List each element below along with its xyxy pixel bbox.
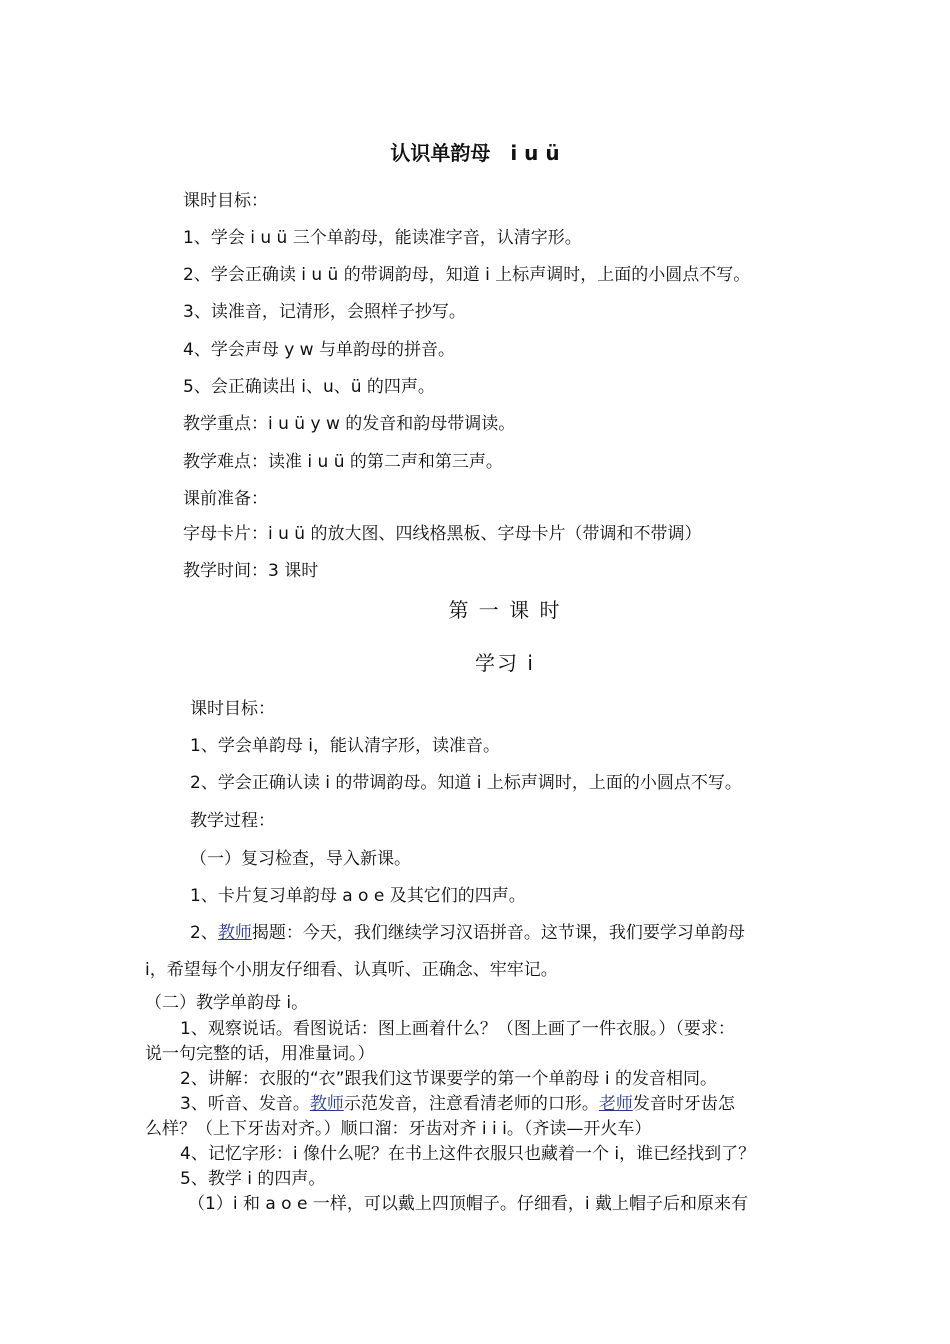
teacher-link[interactable]: 老师 bbox=[598, 1094, 633, 1114]
lesson-heading: 第 一 课 时 bbox=[448, 598, 562, 622]
lesson-objectives-label: 课时目标： bbox=[190, 699, 275, 719]
objective-item: 1、学会 i u ü 三个单韵母，能读准字音，认清字形。 bbox=[183, 228, 582, 248]
objective-item: 5、会正确读出 i、u、ü 的四声。 bbox=[183, 377, 435, 397]
paragraph-text: 示范发音，注意看清老师的口形。 bbox=[343, 1094, 599, 1114]
paragraph-text: 发音时牙齿怎 bbox=[632, 1094, 735, 1114]
paragraph: 1、观察说话。看图说话：图上画着什么？（图上画了一件衣服。）（要求： bbox=[180, 1019, 735, 1039]
paragraph bbox=[180, 1094, 735, 1114]
paragraph: （1）i 和 a o e 一样，可以戴上四顶帽子。仔细看，i 戴上帽子后和原来有 bbox=[188, 1194, 748, 1214]
objective-item: 2、学会正确读 i u ü 的带调韵母，知道 i 上标声调时，上面的小圆点不写。 bbox=[183, 265, 751, 285]
paragraph: 2、讲解：衣服的“衣”跟我们这节课要学的第一个单韵母 i 的发音相同。 bbox=[180, 1069, 717, 1089]
lesson-subheading: 学习 i bbox=[475, 651, 535, 675]
step-text: 揭题：今天，我们继续学习汉语拼音。这节课，我们要学习单韵母 bbox=[251, 923, 745, 943]
teacher-link[interactable]: 教师 bbox=[217, 923, 252, 943]
process-label: 教学过程： bbox=[190, 811, 275, 831]
lesson-objective-item: 2、学会正确认读 i 的带调韵母。知道 i 上标声调时，上面的小圆点不写。 bbox=[190, 773, 742, 793]
paragraph: 5、教学 i 的四声。 bbox=[180, 1169, 326, 1189]
objective-item: 4、学会声母 y w 与单韵母的拼音。 bbox=[183, 340, 455, 360]
step-number: 2、 bbox=[190, 923, 218, 943]
teacher-link[interactable]: 教师 bbox=[309, 1094, 344, 1114]
letter-cards: 字母卡片：i u ü 的放大图、四线格黑板、字母卡片（带调和不带调） bbox=[183, 524, 702, 544]
section-heading: （一）复习检查，导入新课。 bbox=[190, 849, 411, 869]
objective-item: 3、读准音，记清形，会照样子抄写。 bbox=[183, 302, 466, 322]
lesson-objective-item: 1、学会单韵母 i，能认清字形，读准音。 bbox=[190, 736, 500, 756]
paragraph: 4、记忆字形：i 像什么呢？在书上这件衣服只也藏着一个 i，谁已经找到了？ bbox=[180, 1144, 756, 1164]
paragraph: 说一句完整的话，用准量词。） bbox=[145, 1044, 375, 1064]
objectives-label: 课时目标： bbox=[183, 191, 268, 211]
difficulties: 教学难点：读准 i u ü 的第二声和第三声。 bbox=[183, 452, 503, 472]
paragraph: 么样？（上下牙齿对齐。）顺口溜：牙齿对齐 i i i。（齐读—开火车） bbox=[145, 1119, 652, 1139]
process-step: 1、卡片复习单韵母 a o e 及其它们的四声。 bbox=[190, 886, 526, 906]
teaching-time: 教学时间：3 课时 bbox=[183, 561, 319, 581]
preparation-label: 课前准备： bbox=[183, 489, 268, 509]
section-heading: （二）教学单韵母 i。 bbox=[145, 993, 309, 1013]
process-step bbox=[190, 922, 745, 944]
process-step-continued: i，希望每个小朋友仔细看、认真听、正确念、牢牢记。 bbox=[145, 960, 558, 980]
paragraph-text: 3、听音、发音。 bbox=[180, 1094, 310, 1114]
key-points: 教学重点：i u ü y w 的发音和韵母带调读。 bbox=[183, 414, 516, 434]
document-title: 认识单韵母 i u ü bbox=[390, 141, 560, 165]
